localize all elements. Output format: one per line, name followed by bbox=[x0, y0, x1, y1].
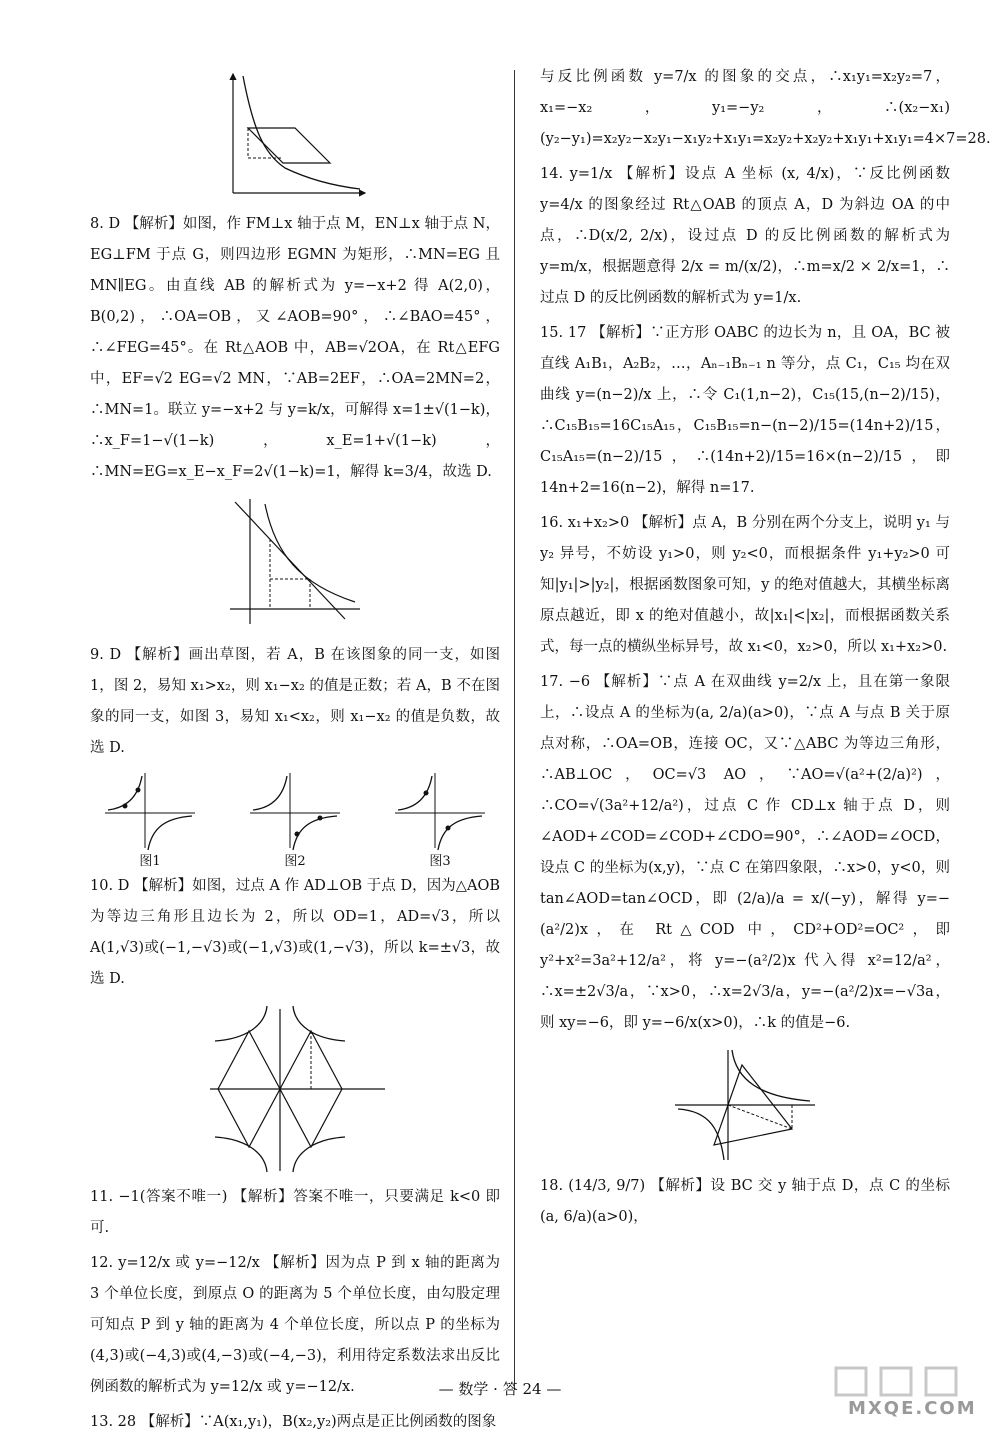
figure-q17 bbox=[670, 1045, 820, 1165]
figure-q7 bbox=[215, 68, 375, 203]
caption-fig2: 图2 bbox=[284, 854, 306, 869]
answer-12: 12. y=12/x 或 y=−12/x 【解析】因为点 P 到 x 轴的距离为 3 个单位长度，到原点 O 的距离为 5 个单位长度，由勾股定理可知点 P 到 y 轴的距离为 4 个单位长度，所以点 P 的坐标为(4,3)或(−4,3)或(4,−3)或(−4,−3)，利用待定系数法求出反比例函数的解析式为 y=12/x 或 y=−12/x. bbox=[90, 1255, 500, 1395]
caption-fig3: 图3 bbox=[429, 854, 451, 869]
answer-16: 16. x₁+x₂>0 【解析】点 A，B 分别在两个分支上，说明 y₁ 与 y₂ 异号，不妨设 y₁>0，则 y₂<0，而根据条件 y₁+y₂>0 可知|y₁|>|y₂|，根据函数图象可知，y 的绝对值越大，其横坐标离原点越近，即 x 的绝对值越小，故|x₁|<|x₂|，而根据函数关系式，每一点的横纵坐标异号，故 x₁<0，x₂>0，所以 x₁+x₂>0. bbox=[540, 515, 950, 655]
answer-13-cont: 与反比例函数 y=7/x 的图象的交点，∴x₁y₁=x₂y₂=7，x₁=−x₂，y₁=−y₂，∴(x₂−x₁)(y₂−y₁)=x₂y₂−x₂y₁−x₁y₂+x₁y₁=x₂y₂+x₂y₂+x₁y₁+x₁y₁=4×7=28. bbox=[540, 69, 991, 147]
answer-17: 17. −6 【解析】∵点 A 在双曲线 y=2/x 上，且在第一象限上，∴设点 A 的坐标为(a, 2/a)(a>0)，∵点 A 与点 B 关于原点对称，∴OA=OB，连接 OC，又∵△ABC 为等边三角形，∴AB⊥OC，OC=√3 AO，∵AO=√(a²+(2/a)²)，∴CO=√(3a²+12/a²)，过点 C 作 CD⊥x 轴于点 D，则∠AOD+∠COD=∠COD+∠CDO=90°，∴∠AOD=∠OCD，设点 C 的坐标为(x,y)，∵点 C 在第四象限，∴x>0，y<0，则 tan∠AOD=tan∠OCD，即 (2/a)/a = x/(−y)，解得 y=−(a²/2)x，在 Rt△COD 中，CD²+OD²=OC²，即 y²+x²=3a²+12/a²，将 y=−(a²/2)x 代入得 x²=12/a²，∴x=±2√3/a，∵x>0，∴x=2√3/a，y=−(a²/2)x=−√3a，则 xy=−6，即 y=−6/x(x>0)，∴k 的值是−6. bbox=[540, 674, 950, 1031]
figure-1 bbox=[100, 768, 200, 853]
right-column bbox=[540, 62, 991, 1237]
answer-18: 18. (14/3, 9/7) 【解析】设 BC 交 y 轴于点 D，点 C 的坐标 (a, 6/a)(a>0)， bbox=[540, 1178, 950, 1225]
answer-10: 10. D 【解析】如图，过点 A 作 AD⊥OB 于点 D，因为△AOB 为等边三角形且边长为 2，所以 OD=1，AD=√3，所以 A(1,√3)或(−1,−√3)或(−1,√3)或(1,−√3)，所以 k=±√3，故选 D. bbox=[90, 878, 500, 987]
figure-3 bbox=[390, 768, 490, 853]
answer-9: 9. D 【解析】画出草图，若 A，B 在该图象的同一支，如图 1，图 2，易知 x₁>x₂，则 x₁−x₂ 的值是正数；若 A，B 不在图象的同一支，如图 3，易知 x₁<x₂，则 x₁−x₂ 的值是负数，故选 D. bbox=[90, 647, 500, 756]
figure-2 bbox=[245, 768, 345, 853]
caption-fig1: 图1 bbox=[139, 854, 161, 869]
figures-q9 bbox=[100, 768, 490, 871]
answer-11: 11. −1(答案不唯一) 【解析】答案不唯一，只要满足 k<0 即可. bbox=[90, 1189, 500, 1236]
answer-14: 14. y=1/x 【解析】设点 A 坐标 (x, 4/x)，∵反比例函数 y=4/x 的图象经过 Rt△OAB 的顶点 A，D 为斜边 OA 的中点，∴D(x/2, 2/x)，设过点 D 的反比例函数的解析式为 y=m/x，根据题意得 2/x = m/(x/2)，∴m=x/2 × 2/x=1，∴过点 D 的反比例函数的解析式为 y=1/x. bbox=[540, 166, 950, 306]
page-footer: — 数学 · 答 24 — bbox=[438, 1380, 562, 1398]
answer-13: 13. 28 【解析】∵A(x₁,y₁)，B(x₂,y₂)两点是正比例函数的图象 bbox=[90, 1414, 497, 1430]
left-column bbox=[90, 62, 500, 1442]
answer-8: 8. D 【解析】如图，作 FM⊥x 轴于点 M，EN⊥x 轴于点 N，EG⊥FM 于点 G，则四边形 EGMN 为矩形，∴MN=EG 且 MN∥EG。由直线 AB 的解析式为 y=−x+2 得 A(2,0)，B(0,2)，∴OA=OB，又∠AOB=90°，∴∠BAO=45°，∴∠FEG=45°。在 Rt△AOB 中，AB=√2OA，在 Rt△EFG 中，EF=√2 EG=√2 MN，∵AB=2EF，∴OA=2MN=2，∴MN=1。联立 y=−x+2 与 y=k/x，可解得 x=1±√(1−k)，∴x_F=1−√(1−k)，x_E=1+√(1−k)，∴MN=EG=x_E−x_F=2√(1−k)=1，解得 k=3/4，故选 D. bbox=[90, 216, 500, 480]
column-divider bbox=[514, 70, 515, 1390]
answer-15: 15. 17 【解析】∵正方形 OABC 的边长为 n，且 OA，BC 被直线 A₁B₁，A₂B₂，…，Aₙ₋₁Bₙ₋₁ n 等分，点 C₁，C₁₅ 均在双曲线 y=(n−2)/x 上，∴令 C₁(1,n−2)，C₁₅(15,(n−2)/15)，∴C₁₅B₁₅=16C₁₅A₁₅，C₁₅B₁₅=n−(n−2)/15=(14n+2)/15，C₁₅A₁₅=(n−2)/15，∴(14n+2)/15=16×(n−2)/15，即 14n+2=16(n−2)，解得 n=17. bbox=[540, 325, 950, 496]
figure-q10 bbox=[195, 1001, 395, 1176]
watermark-text: MXQE.COM bbox=[848, 1398, 977, 1419]
figure-q8 bbox=[220, 494, 370, 634]
